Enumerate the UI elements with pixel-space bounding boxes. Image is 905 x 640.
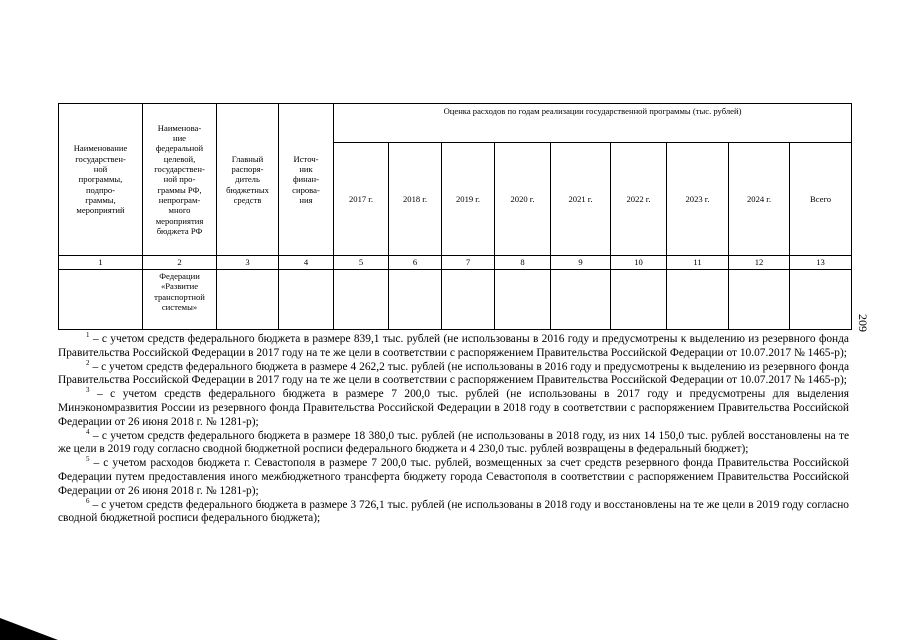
table-cell (667, 270, 729, 330)
footnote (58, 496, 849, 527)
footnote-mark: 1 (86, 331, 90, 339)
footnote (58, 388, 849, 429)
table-cell (334, 270, 389, 330)
header-year: 2021 г. (551, 143, 611, 256)
table-cell (389, 270, 442, 330)
column-number: 1 (59, 256, 143, 270)
footnote-mark: 5 (86, 455, 90, 464)
footnote-mark: 6 (86, 496, 90, 505)
table-header-row (59, 104, 852, 143)
column-number: 3 (217, 256, 279, 270)
header-program-name: Наименование государствен- ной программы, подпро- граммы, мероприятий (59, 104, 143, 256)
header-year: 2022 г. (611, 143, 667, 256)
header-year: 2017 г. (334, 143, 389, 256)
table-cell (59, 270, 143, 330)
scan-corner-shadow (0, 618, 58, 640)
footnote-text: – с учетом средств федерального бюджета в размере 4 262,2 тыс. рублей (не использованы в 2016 году и предусмотрены к выделению из резервного фонда Правительства Российской Федерации в 2017 году на те же цели в соответствии с распоряжением Правительства Российской Федерации от 10.07.2017 № 1465-р); (58, 360, 849, 387)
header-funding-source: Источ- ник финан- сирова- ния (279, 104, 334, 256)
table-cell (279, 270, 334, 330)
column-number: 2 (143, 256, 217, 270)
table-cell (551, 270, 611, 330)
table-cell (442, 270, 495, 330)
column-number: 12 (729, 256, 790, 270)
column-number: 9 (551, 256, 611, 270)
footnote-text: – с учетом средств федерального бюджета в размере 18 380,0 тыс. рублей (не использованы в 2018 году, из них 14 150,0 тыс. рублей восстановлены на те же цели в 2019 году согласно сводной бюджетной росписи федерального бюджета и 4 230,0 тыс. рублей возвращены в федеральный бюджет); (58, 429, 849, 456)
footnote-mark: 4 (86, 427, 90, 436)
column-number: 13 (790, 256, 852, 270)
header-expense-estimate: Оценка расходов по годам реализации государственной программы (тыс. рублей) (334, 104, 852, 143)
footnote (58, 358, 849, 389)
footnote-mark: 3 (86, 386, 90, 395)
header-federal-program: Наименова- ние федеральной целевой, государствен- ной про- граммы РФ, непрограм- много мероприятия бюджета РФ (143, 104, 217, 256)
footnote-text: – с учетом средств федерального бюджета в размере 7 200,0 тыс. рублей (не использованы в 2017 году и предусмотрены для выделения Минэкономразвития России из резервного фонда Правительства Российской Федерации в 2018 году в соответствии с распоряжением Правительства Российской Федерации от 26 июня 2018 г. № 1281-р); (58, 388, 849, 428)
table-cell (729, 270, 790, 330)
header-year: 2024 г. (729, 143, 790, 256)
column-number: 7 (442, 256, 495, 270)
footnote-text: – с учетом расходов бюджета г. Севастополя в размере 7 200,0 тыс. рублей, возмещенных за счет средств резервного фонда Правительства Российской Федерации путем предоставления иного межбюджетного трансферта бюджету города Севастополя в соответствии с распоряжением Правительства Российской Федерации от 26 июня 2018 г. № 1281-р); (58, 457, 849, 497)
column-number: 6 (389, 256, 442, 270)
header-year: 2019 г. (442, 143, 495, 256)
footnote-mark: 2 (86, 358, 90, 367)
footnote (58, 333, 849, 361)
page-number: 209 (856, 314, 870, 332)
table-cell (611, 270, 667, 330)
header-year: 2023 г. (667, 143, 729, 256)
footnote-text: – с учетом средств федерального бюджета в размере 839,1 тыс. рублей (не использованы в 2016 году и предусмотрены к выделению из резервного фонда Правительства Российской Федерации в 2017 году на те же цели в соответствии с распоряжением Правительства Российской Федерации от 10.07.2017 № 1465-р); (58, 333, 849, 359)
column-number: 4 (279, 256, 334, 270)
budget-table (58, 103, 852, 330)
table-cell (217, 270, 279, 330)
column-number: 8 (495, 256, 551, 270)
footnote-text: – с учетом средств федерального бюджета в размере 3 726,1 тыс. рублей (не использованы в 2018 году и восстановлены на те же цели в 2019 году согласно сводной бюджетной росписи федерального бюджета); (58, 498, 849, 525)
column-number: 10 (611, 256, 667, 270)
column-number: 11 (667, 256, 729, 270)
footnotes (58, 333, 849, 526)
column-number-row (59, 256, 852, 270)
header-year: 2018 г. (389, 143, 442, 256)
header-budget-manager: Главный распоря- дитель бюджетных средств (217, 104, 279, 256)
table-cell (790, 270, 852, 330)
table-cell (495, 270, 551, 330)
table-row (59, 270, 852, 330)
footnote (58, 457, 849, 498)
footnote (58, 427, 849, 458)
column-number: 5 (334, 256, 389, 270)
header-total: Всего (790, 143, 852, 256)
header-year: 2020 г. (495, 143, 551, 256)
table-cell-program-continuation: Федерации «Развитие транспортной системы» (143, 270, 217, 330)
